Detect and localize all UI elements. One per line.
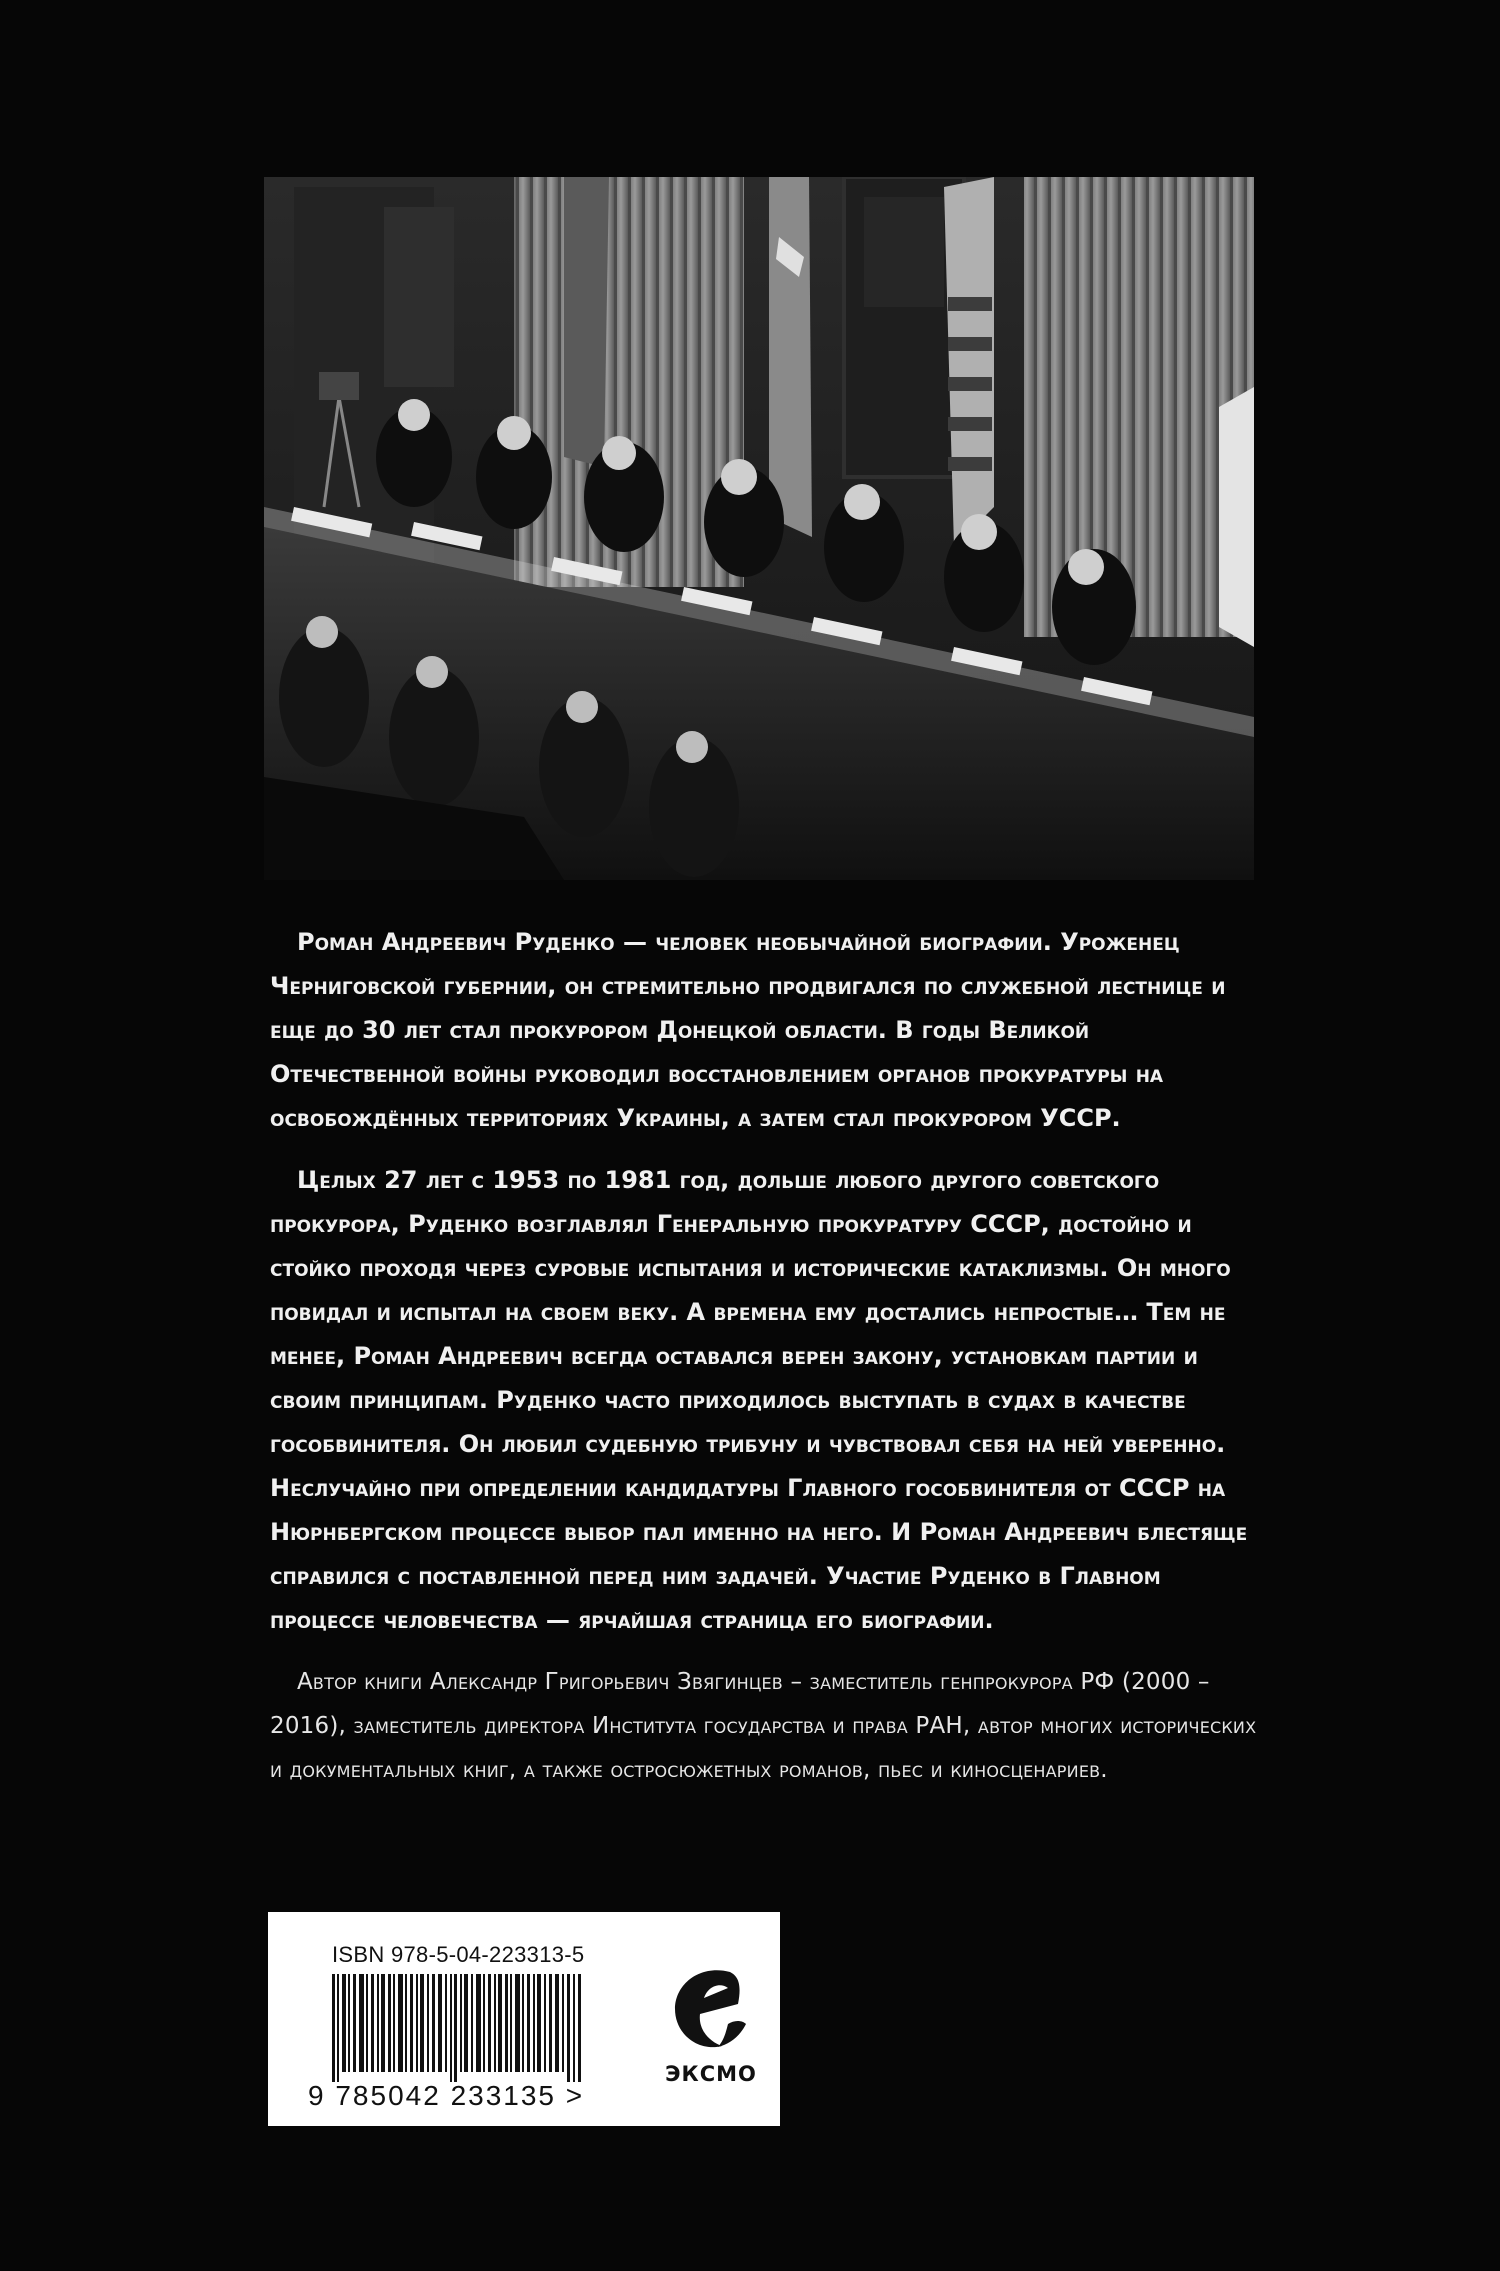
isbn-label: ISBN 978-5-04-223313-5 xyxy=(332,1942,585,1967)
barcode-digits: 9 785042 233135 > xyxy=(308,2080,585,2111)
cover-photo xyxy=(264,177,1254,880)
annotation-paragraph-2: Целых 27 лет с 1953 по 1981 год, дольше любого другого советского прокурора, Руденко возглавлял Генеральную прокуратуру СССР, достойно и стойко проходя через суровые испытания и исторические катаклизмы. Он много повидал и испытал на своем веку. А времена ему достались непростые… Тем не менее, Роман Андреевич всегда оставался верен закону, установкам партии и своим принципам. Руденко часто приходилось выступать в судах в качестве гособвинителя. Он любил судебную трибуну и чувствовал себя на ней уверенно. Неслучайно при определении кандидатуры Главного гособвинителя от СССР на Нюрнбергском процессе выбор пал именно на него. И Роман Андреевич блестяще справился с поставленной перед ним задачей. Участие Руденко в Главном процессе человечества — ярчайшая страница его биографии. xyxy=(270,1166,1248,1634)
barcode-panel xyxy=(268,1912,780,2126)
courtroom-photo xyxy=(264,177,1254,880)
annotation-text xyxy=(270,920,1265,1810)
annotation-paragraph-1: Роман Андреевич Руденко — человек необычайной биографии. Уроженец Черниговской губернии, он стремительно продвигался по служебной лестнице и еще до 30 лет стал прокурором Донецкой области. В годы Великой Отечественной войны руководил восстановлением органов прокуратуры на освобождённых территориях Украины, а затем стал прокурором УССР. xyxy=(270,928,1226,1132)
barcode-icon xyxy=(332,1974,584,2082)
publisher-name: ЭКСМО xyxy=(665,2062,757,2086)
eksmo-logo-icon xyxy=(660,1954,760,2064)
author-bio-paragraph: Автор книги Александр Григорьевич Звягинцев – заместитель генпрокурора РФ (2000 – 2016), заместитель директора Института государства и права РАН, автор многих исторических и документальных книг, а также остросюжетных романов, пьес и киносценариев. xyxy=(270,1669,1257,1783)
